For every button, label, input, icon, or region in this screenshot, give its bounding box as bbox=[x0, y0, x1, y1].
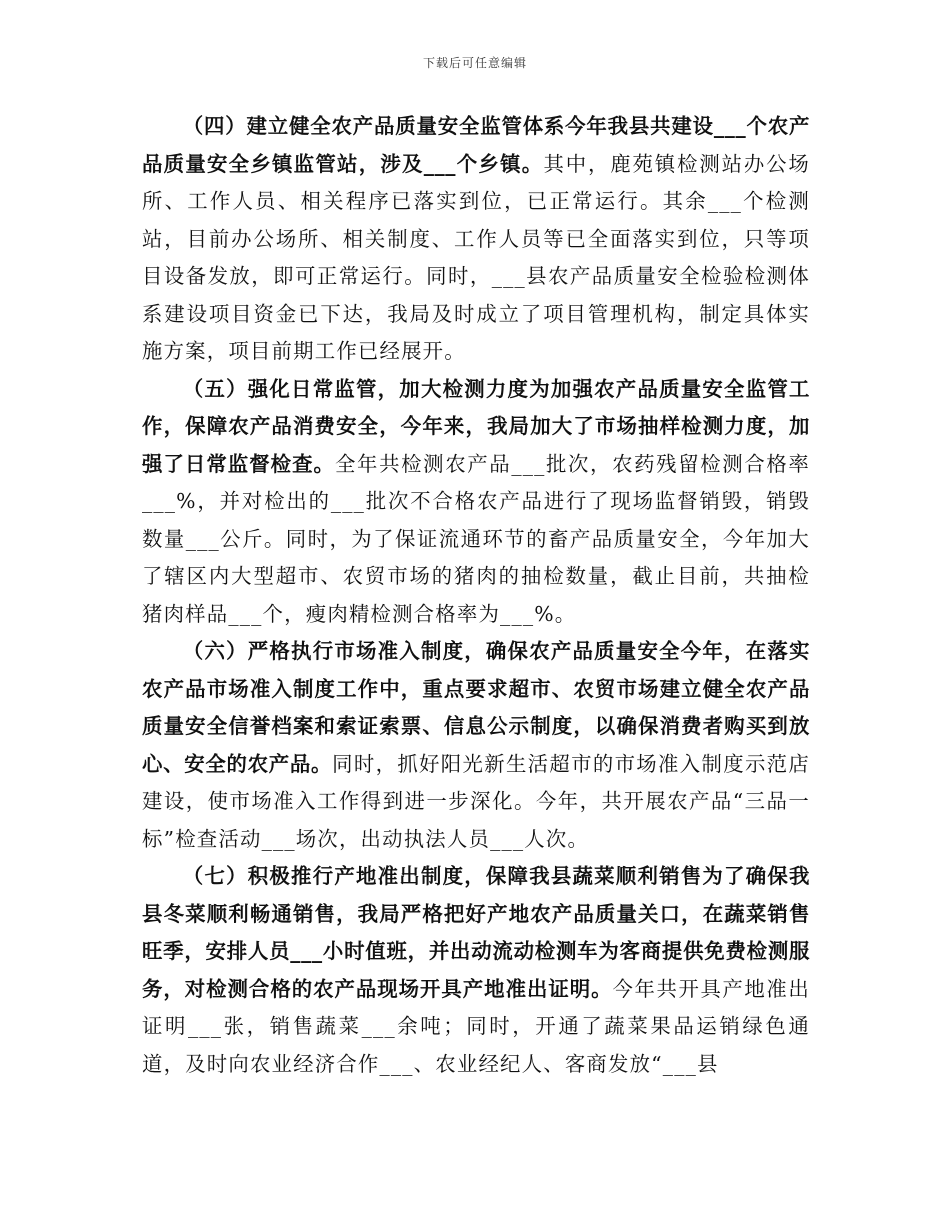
paragraph-5-text: 全年共检测农产品___批次，农药残留检测合格率___%，并对检出的___批次不合格农产品进行了现场监督销毁，销毁数量___公斤。同时，为了保证流通环节的畜产品质量安全，今年加大了辖区内大型超市、农贸市场的猪肉的抽检数量，截止目前，共抽检猪肉样品___个，瘦肉精检测合格率为___%。 bbox=[142, 451, 811, 626]
document-body bbox=[142, 108, 810, 1083]
paragraph-7 bbox=[142, 858, 810, 1083]
paragraph-7-heading: （七）积极推行产地准出制度，保障我县蔬菜顺利销售为了确保我县冬菜顺利畅通销售，我局严格把好产地农产品质量关口，在蔬菜销售旺季，安排人员___小时值班，并出动流动检测车为客商提供免费检测服务，对检测合格的农产品现场开具产地准出证明。 bbox=[142, 864, 810, 1001]
paragraph-7-text: 今年共开具产地准出证明___张，销售蔬菜___余吨；同时，开通了蔬菜果品运销绿色通道，及时向农业经济合作___、农业经纪人、客商发放“___县 bbox=[142, 976, 810, 1076]
page-header-note: 下载后可任意编辑 bbox=[422, 56, 527, 70]
paragraph-4 bbox=[142, 108, 810, 371]
paragraph-4-heading: （四）建立健全农产品质量安全监管体系今年我县共建设___个农产品质量安全乡镇监管站，涉及___个乡镇。 bbox=[142, 114, 810, 176]
paragraph-6 bbox=[142, 633, 810, 858]
paragraph-6-heading: （六）严格执行市场准入制度，确保农产品质量安全今年，在落实农产品市场准入制度工作中，重点要求超市、农贸市场建立健全农产品质量安全信誉档案和索证索票、信息公示制度，以确保消费者购买到放心、安全的农产品。 bbox=[142, 639, 810, 776]
paragraph-5 bbox=[142, 371, 810, 634]
paragraph-4-text: 其中，鹿苑镇检测站办公场所、工作人员、相关程序已落实到位，已正常运行。其余___个检测站，目前办公场所、相关制度、工作人员等已全面落实到位，只等项目设备发放，即可正常运行。同时，___县农产品质量安全检验检测体系建设项目资金已下达，我局及时成立了项目管理机构，制定具体实施方案，项目前期工作已经展开。 bbox=[142, 151, 810, 363]
paragraph-6-text: 同时，抓好阳光新生活超市的市场准入制度示范店建设，使市场准入工作得到进一步深化。今年，共开展农产品“三品一标”检查活动___场次，出动执法人员___人次。 bbox=[142, 751, 810, 851]
paragraph-5-heading: （五）强化日常监管，加大检测力度为加强农产品质量安全监管工作，保障农产品消费安全，今年来，我局加大了市场抽样检测力度，加强了日常监督检查。 bbox=[142, 376, 810, 476]
